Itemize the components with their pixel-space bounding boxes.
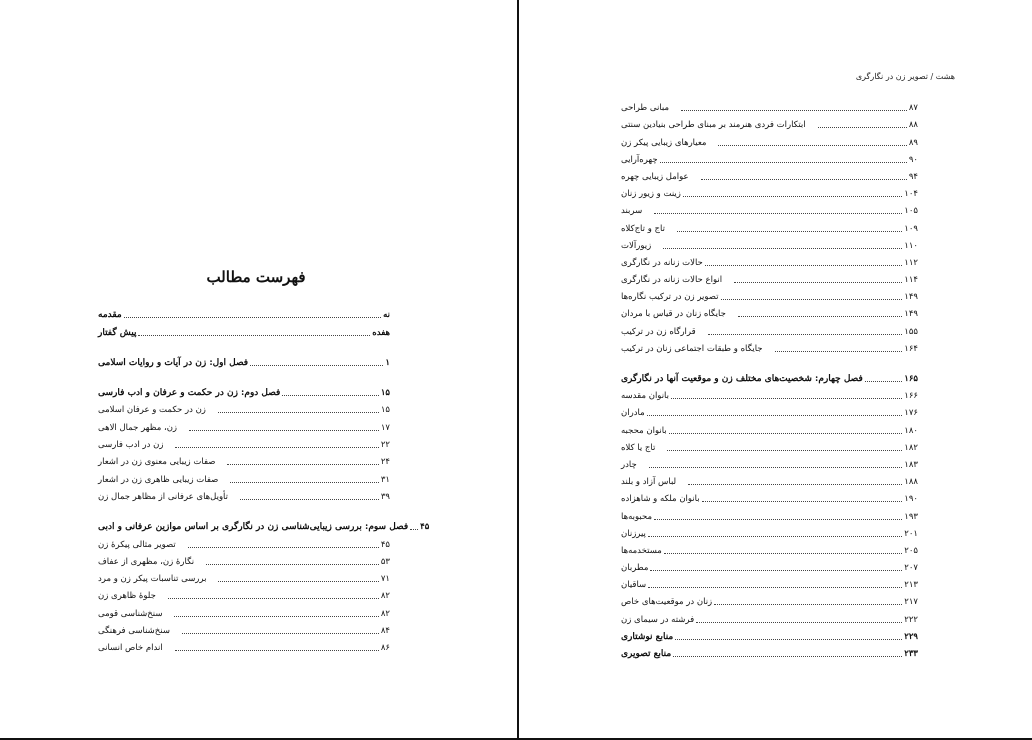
toc-entry[interactable] bbox=[621, 471, 918, 488]
toc-entry-label: معیارهای زیبایی پیکر زن bbox=[621, 137, 707, 148]
toc-entry-label: مبانی طراحی bbox=[621, 103, 670, 114]
toc-entry[interactable] bbox=[98, 533, 390, 550]
dot-leader bbox=[705, 265, 902, 266]
section-gap bbox=[621, 355, 918, 368]
toc-entry[interactable] bbox=[621, 643, 918, 660]
toc-entry-page: ۱۰۵ bbox=[904, 206, 918, 217]
dot-leader bbox=[677, 231, 902, 232]
toc-entry-page: ۲۴ bbox=[380, 457, 390, 468]
toc-entry[interactable] bbox=[98, 382, 390, 399]
right-page bbox=[517, 0, 1032, 738]
dot-leader bbox=[175, 650, 379, 651]
left-toc-list bbox=[98, 304, 430, 654]
right-toc-list bbox=[621, 97, 918, 660]
toc-entry-page: ۲۰۵ bbox=[904, 545, 918, 556]
toc-entry-label: فصل اول: زن در آیات و روایات اسلامی bbox=[98, 357, 249, 368]
toc-entry[interactable] bbox=[621, 505, 918, 522]
toc-entry-label: مطربان bbox=[621, 563, 649, 574]
dot-leader bbox=[168, 598, 379, 599]
toc-entry-label: سربند bbox=[621, 206, 643, 217]
toc-entry-page: ۸۷ bbox=[908, 103, 918, 114]
toc-entry[interactable] bbox=[621, 235, 918, 252]
toc-entry-label: منابع تصویری bbox=[621, 649, 672, 659]
toc-entry-page: ۱۰۴ bbox=[904, 189, 918, 200]
toc-entry-label: ساقیان bbox=[621, 580, 647, 591]
toc-entry-label: بانوان ملکه و شاهزاده bbox=[621, 494, 700, 505]
toc-entry-label: فصل سوم: بررسی زیبایی‌شناسی زن در نگارگری بر اساس موازین عرفانی و ادبی bbox=[98, 522, 409, 533]
toc-entry-label: مادران bbox=[621, 408, 645, 419]
dot-leader bbox=[701, 179, 907, 180]
toc-entry-label: اندام خاص انسانی bbox=[98, 643, 163, 654]
dot-leader bbox=[669, 433, 903, 434]
dot-leader bbox=[227, 464, 378, 465]
toc-entry-label: منابع نوشتاری bbox=[621, 631, 674, 642]
toc-entry[interactable] bbox=[621, 183, 918, 200]
toc-entry-label: بانوان محجبه bbox=[621, 425, 667, 436]
dot-leader bbox=[675, 639, 902, 640]
toc-entry-page: ۲۱۷ bbox=[904, 597, 918, 608]
toc-entry-page: ۲۳۳ bbox=[904, 649, 918, 659]
toc-entry[interactable] bbox=[98, 620, 390, 637]
toc-entry[interactable] bbox=[98, 399, 390, 416]
toc-entry-page: هفده bbox=[372, 327, 390, 338]
toc-entry-page: ۲۱۳ bbox=[904, 580, 918, 591]
toc-entry[interactable] bbox=[621, 385, 918, 402]
toc-entry-page: ۱۹۳ bbox=[904, 511, 918, 522]
toc-entry[interactable] bbox=[621, 320, 918, 337]
dot-leader bbox=[718, 145, 906, 146]
toc-entry-page: ۴۵ bbox=[380, 539, 390, 550]
toc-entry-page: ۱۱۴ bbox=[904, 275, 918, 286]
toc-entry-page: ۱۴۹ bbox=[904, 309, 918, 320]
toc-entry-label: زنان در موقعیت‌های خاص bbox=[621, 597, 713, 608]
toc-entry-label: مستخدمه‌ها bbox=[621, 545, 662, 556]
toc-entry-label: ابتکارات فردی هنرمند بر مبنای طراحی بنیادین سنتی bbox=[621, 120, 806, 131]
dot-leader bbox=[865, 381, 903, 382]
toc-entry-page: ۱۴۹ bbox=[904, 292, 918, 303]
toc-entry[interactable] bbox=[98, 486, 390, 503]
toc-entry-label: تصویر مثالی پیکرهٔ زن bbox=[98, 539, 176, 550]
toc-entry[interactable] bbox=[98, 416, 390, 433]
toc-entry[interactable] bbox=[98, 516, 430, 533]
toc-entry-label: تأویل‌های عرفانی از مظاهر جمال زن bbox=[98, 491, 228, 502]
toc-entry-label: زن در ادب فارسی bbox=[98, 440, 164, 451]
toc-entry-page: ۱۵ bbox=[380, 388, 390, 399]
toc-entry[interactable] bbox=[621, 608, 918, 625]
toc-entry-page: ۱۵ bbox=[380, 405, 390, 416]
toc-entry[interactable] bbox=[98, 602, 390, 619]
toc-entry[interactable] bbox=[98, 568, 390, 585]
dot-leader bbox=[696, 622, 902, 623]
toc-entry-label: پیش گفتار bbox=[98, 327, 137, 338]
toc-entry[interactable] bbox=[621, 286, 918, 303]
toc-entry-label: نگارهٔ زن، مظهری از عفاف bbox=[98, 556, 195, 567]
toc-entry-label: سنخ‌شناسی فرهنگی bbox=[98, 626, 170, 637]
dot-leader bbox=[671, 398, 902, 399]
toc-entry-label: چهره‌آرایی bbox=[621, 154, 658, 165]
toc-entry-page: ۱۸۲ bbox=[904, 442, 918, 453]
toc-entry-page: ۸۲ bbox=[380, 608, 390, 619]
toc-entry-page: ۴۵ bbox=[420, 522, 430, 533]
toc-entry-label: جایگاه زنان در قیاس با مردان bbox=[621, 309, 726, 320]
toc-entry[interactable] bbox=[621, 419, 918, 436]
dot-leader bbox=[282, 395, 379, 396]
toc-entry-page: ۱۵۵ bbox=[904, 326, 918, 337]
toc-entry-page: ۳۹ bbox=[380, 491, 390, 502]
dot-leader bbox=[240, 499, 379, 500]
dot-leader bbox=[714, 604, 902, 605]
toc-entry-page: ۲۲ bbox=[380, 440, 390, 451]
section-gap bbox=[98, 369, 390, 382]
toc-entry[interactable] bbox=[621, 523, 918, 540]
toc-entry[interactable] bbox=[98, 434, 390, 451]
toc-entry-page: ۸۸ bbox=[908, 120, 918, 131]
dot-leader bbox=[664, 553, 902, 554]
toc-entry-page: ۹۴ bbox=[908, 171, 918, 182]
dot-leader bbox=[663, 248, 902, 249]
toc-entry[interactable] bbox=[621, 626, 918, 643]
toc-entry-label: تاج و تاج‌کلاه bbox=[621, 223, 665, 234]
toc-entry-page: ۱۶۴ bbox=[904, 343, 918, 354]
toc-entry-label: زن، مظهر جمال الاهی bbox=[98, 422, 178, 433]
toc-entry-label: زینت و زیور زنان bbox=[621, 189, 681, 200]
dot-leader bbox=[648, 536, 902, 537]
toc-entry-page: ۱ bbox=[385, 357, 390, 368]
toc-entry-label: لباس آزاد و بلند bbox=[621, 477, 677, 488]
toc-entry[interactable] bbox=[621, 269, 918, 286]
toc-entry-label: چادر bbox=[621, 459, 637, 470]
dot-leader bbox=[688, 484, 902, 485]
toc-entry[interactable] bbox=[98, 637, 390, 654]
toc-entry-label: سنخ‌شناسی قومی bbox=[98, 608, 163, 619]
toc-entry-page: ۸۹ bbox=[908, 137, 918, 148]
toc-entry-page: نه bbox=[383, 310, 390, 321]
toc-entry[interactable] bbox=[621, 338, 918, 355]
toc-entry[interactable] bbox=[621, 591, 918, 608]
toc-entry[interactable] bbox=[98, 352, 390, 369]
dot-leader bbox=[775, 351, 903, 352]
running-head: هشت / تصویر زن در نگارگری bbox=[855, 72, 955, 81]
dot-leader bbox=[818, 127, 907, 128]
toc-entry-page: ۱۸۰ bbox=[904, 425, 918, 436]
toc-entry-label: بررسی تناسبات پیکر زن و مرد bbox=[98, 574, 207, 585]
toc-entry-page: ۱۶۶ bbox=[904, 391, 918, 402]
toc-entry-page: ۲۲۹ bbox=[904, 631, 918, 642]
toc-title: فهرست مطالب bbox=[206, 268, 306, 286]
toc-entry-page: ۱۷ bbox=[380, 422, 390, 433]
toc-entry[interactable] bbox=[621, 402, 918, 419]
toc-entry-page: ۱۱۰ bbox=[904, 240, 918, 251]
toc-entry-label: قرارگاه زن در ترکیب bbox=[621, 326, 696, 337]
toc-entry[interactable] bbox=[621, 97, 918, 114]
toc-entry-page: ۱۷۶ bbox=[904, 408, 918, 419]
toc-entry-page: ۷۱ bbox=[380, 574, 390, 585]
dot-leader bbox=[175, 447, 378, 448]
toc-entry-label: حالات زنانه در نگارگری bbox=[621, 257, 703, 268]
dot-leader bbox=[182, 633, 379, 634]
dot-leader bbox=[206, 564, 379, 565]
left-page bbox=[0, 0, 513, 738]
dot-leader bbox=[667, 450, 902, 451]
toc-entry[interactable] bbox=[98, 585, 390, 602]
dot-leader bbox=[673, 656, 902, 657]
toc-entry-label: عوامل زیبایی چهره bbox=[621, 171, 689, 182]
toc-entry-label: فصل چهارم: شخصیت‌های مختلف زن و موقعیت آنها در نگارگری bbox=[621, 374, 863, 384]
dot-leader bbox=[683, 196, 902, 197]
toc-entry-page: ۲۰۷ bbox=[904, 563, 918, 574]
dot-leader bbox=[647, 415, 903, 416]
toc-entry[interactable] bbox=[621, 217, 918, 234]
toc-entry[interactable] bbox=[621, 149, 918, 166]
toc-entry-page: ۸۶ bbox=[380, 643, 390, 654]
toc-entry-page: ۳۱ bbox=[380, 474, 390, 485]
dot-leader bbox=[124, 317, 381, 318]
toc-entry-label: جلوهٔ ظاهری زن bbox=[98, 591, 156, 602]
dot-leader bbox=[738, 316, 902, 317]
dot-leader bbox=[230, 482, 378, 483]
dot-leader bbox=[734, 282, 902, 283]
toc-entry-label: صفات زیبایی ظاهری زن در اشعار bbox=[98, 474, 219, 485]
toc-entry-page: ۱۸۸ bbox=[904, 477, 918, 488]
toc-entry-label: مقدمه bbox=[98, 310, 122, 321]
dot-leader bbox=[188, 547, 379, 548]
toc-entry-label: بانوان مقدسه bbox=[621, 391, 670, 402]
toc-entry[interactable] bbox=[621, 454, 918, 471]
toc-entry-page: ۱۹۰ bbox=[904, 494, 918, 505]
dot-leader bbox=[660, 162, 907, 163]
dot-leader bbox=[681, 110, 907, 111]
dot-leader bbox=[721, 299, 903, 300]
dot-leader bbox=[189, 430, 379, 431]
toc-entry[interactable] bbox=[621, 574, 918, 591]
toc-entry[interactable] bbox=[621, 166, 918, 183]
toc-entry-page: ۵۳ bbox=[380, 556, 390, 567]
toc-entry-label: تاج یا کلاه bbox=[621, 442, 656, 453]
toc-entry[interactable] bbox=[621, 114, 918, 131]
dot-leader bbox=[648, 587, 902, 588]
toc-entry[interactable] bbox=[621, 488, 918, 505]
section-gap bbox=[98, 339, 390, 352]
toc-entry-label: پیرزنان bbox=[621, 528, 646, 539]
dot-leader bbox=[649, 467, 903, 468]
toc-entry-label: صفات زیبایی معنوی زن در اشعار bbox=[98, 457, 216, 468]
toc-entry-page: ۱۱۲ bbox=[904, 257, 918, 268]
toc-entry[interactable] bbox=[621, 303, 918, 320]
toc-entry-label: زیورآلات bbox=[621, 240, 652, 251]
toc-entry[interactable] bbox=[98, 304, 390, 321]
dot-leader bbox=[702, 501, 903, 502]
toc-entry[interactable] bbox=[98, 551, 390, 568]
toc-entry-page: ۸۲ bbox=[380, 591, 390, 602]
toc-entry-page: ۹۰ bbox=[908, 154, 918, 165]
section-gap bbox=[98, 503, 390, 516]
toc-entry[interactable] bbox=[621, 252, 918, 269]
toc-entry-page: ۱۶۵ bbox=[904, 374, 918, 384]
dot-leader bbox=[654, 519, 902, 520]
dot-leader bbox=[218, 581, 378, 582]
toc-entry[interactable] bbox=[98, 321, 390, 338]
toc-entry-page: ۸۴ bbox=[380, 626, 390, 637]
toc-entry-label: فصل دوم: زن در حکمت و عرفان و ادب فارسی bbox=[98, 388, 281, 399]
toc-entry-page: ۱۰۹ bbox=[904, 223, 918, 234]
toc-entry[interactable] bbox=[98, 451, 390, 468]
toc-entry[interactable] bbox=[98, 468, 390, 485]
toc-entry[interactable] bbox=[621, 200, 918, 217]
dot-leader bbox=[250, 365, 383, 366]
toc-entry-label: تصویر زن در ترکیب نگاره‌ها bbox=[621, 292, 719, 303]
toc-entry-label: زن در حکمت و عرفان اسلامی bbox=[98, 405, 206, 416]
toc-entry[interactable] bbox=[621, 131, 918, 148]
toc-entry-label: جایگاه و طبقات اجتماعی زنان در ترکیب bbox=[621, 343, 763, 354]
toc-entry-page: ۲۰۱ bbox=[904, 528, 918, 539]
dot-leader bbox=[218, 412, 379, 413]
dot-leader bbox=[410, 529, 418, 530]
toc-entry-label: انواع حالات زنانه در نگارگری bbox=[621, 275, 723, 286]
dot-leader bbox=[138, 335, 370, 336]
toc-entry-page: ۲۲۲ bbox=[904, 614, 918, 625]
toc-entry-page: ۱۸۳ bbox=[904, 459, 918, 470]
toc-entry[interactable] bbox=[621, 540, 918, 557]
toc-entry[interactable] bbox=[621, 368, 918, 385]
dot-leader bbox=[650, 570, 902, 571]
toc-entry[interactable] bbox=[621, 437, 918, 454]
dot-leader bbox=[708, 334, 903, 335]
dot-leader bbox=[174, 616, 378, 617]
dot-leader bbox=[654, 213, 902, 214]
toc-entry-label: فرشته در سیمای زن bbox=[621, 614, 695, 625]
toc-entry[interactable] bbox=[621, 557, 918, 574]
toc-entry-label: محبوبه‌ها bbox=[621, 511, 652, 522]
